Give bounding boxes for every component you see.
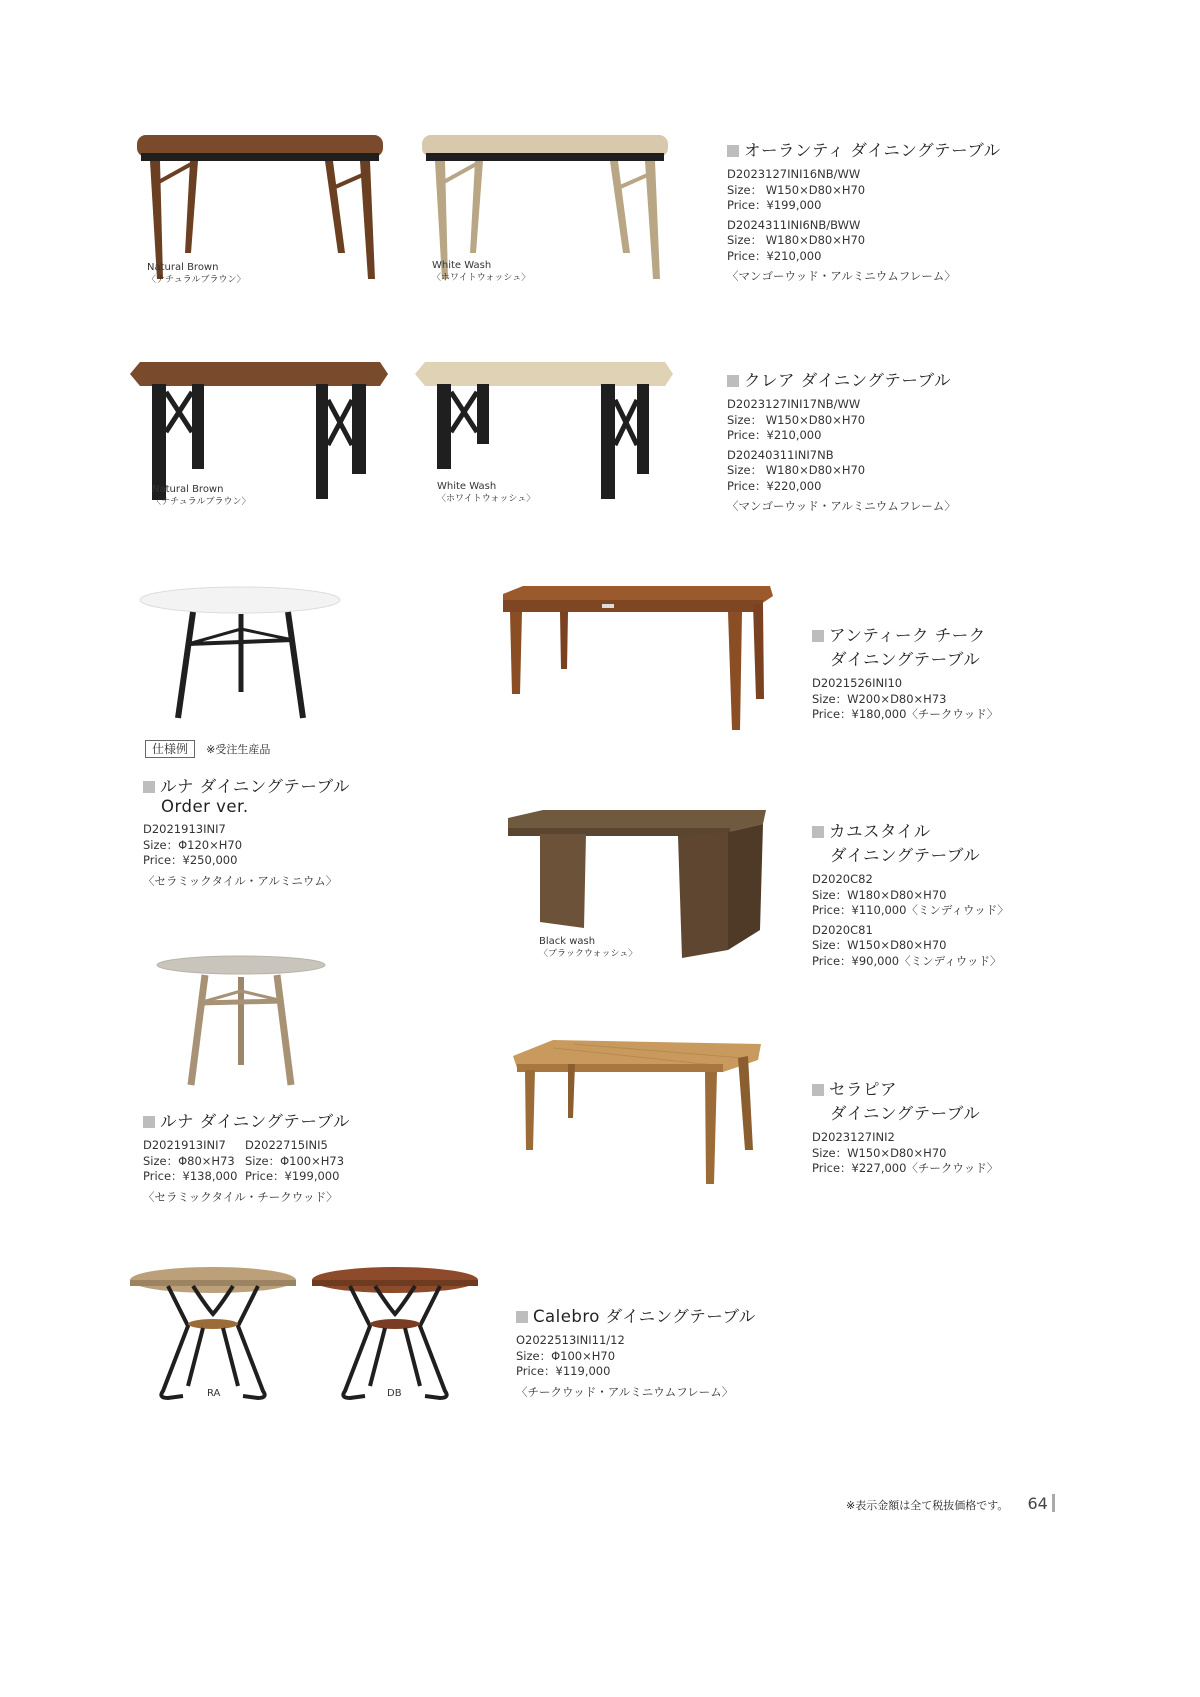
product-material: 〈セラミックタイル・チークウッド〉: [143, 1190, 338, 1204]
color-name-jp: 〈ブラックウォッシュ〉: [539, 949, 638, 959]
luna-table-image: [155, 955, 330, 1090]
product-code: D20240311INI7NB: [727, 447, 834, 462]
title-text-line2: Order ver.: [161, 797, 249, 816]
calebro-ra-image: [128, 1266, 298, 1401]
product-code: D2024311INI6NB/BWW: [727, 217, 861, 232]
product-size: Size：Φ100×H73: [245, 1153, 345, 1168]
product-size: Size：Φ80×H73: [143, 1153, 235, 1168]
antique-info: [812, 622, 998, 723]
title-text-line2: ダイニングテーブル: [830, 650, 981, 669]
clare-caption-2: [437, 481, 535, 505]
product-price: Price：¥180,000〈チークウッド〉: [812, 707, 999, 721]
title-text: Calebro ダイニングテーブル: [533, 1307, 756, 1326]
product-size: Size： W150×D80×H70: [727, 412, 866, 427]
tax-note: ※表示金額は全て税抜価格です。: [846, 1499, 1009, 1512]
page-number: 64: [1027, 1494, 1048, 1513]
made-to-order-note: ※受注生産品: [206, 743, 271, 756]
therapia-table-image: [513, 1038, 763, 1188]
product-code: D2021913INI7: [143, 822, 226, 836]
product-price: Price：¥90,000〈ミンディウッド〉: [812, 953, 1002, 968]
calebro-info: [516, 1303, 756, 1400]
product-size: Size：W200×D80×H73: [812, 691, 947, 706]
title-text: ルナ ダイニングテーブル: [160, 1112, 350, 1131]
title-text: オーランティ ダイニングテーブル: [744, 141, 1001, 160]
product-title: [143, 773, 350, 816]
product-code: D2020C81: [812, 922, 873, 937]
product-code: D2023127INI2: [812, 1130, 895, 1144]
color-name-jp: 〈ホワイトウォッシュ〉: [437, 494, 536, 504]
therapia-info: [812, 1076, 998, 1177]
product-title: [812, 622, 998, 670]
title-text: カユスタイル: [829, 822, 931, 841]
title-text-line2: ダイニングテーブル: [830, 1104, 981, 1123]
page-footer: [846, 1494, 1055, 1513]
color-name: Natural Brown: [152, 484, 224, 495]
aurantii-natural-brown-image: [135, 133, 385, 283]
product-size: Size：W180×D80×H70: [812, 887, 947, 902]
title-text: クレア ダイニングテーブル: [744, 371, 951, 390]
kayu-info: [812, 818, 1009, 969]
color-name: Black wash: [539, 936, 596, 947]
product-size: Size：W150×D80×H70: [812, 1145, 947, 1160]
product-price: Price：¥210,000: [727, 428, 822, 442]
bullet-square: [812, 630, 824, 642]
page-marker-bar: [1052, 1494, 1055, 1512]
kayu-caption: [539, 936, 637, 960]
title-text: ルナ ダイニングテーブル: [160, 777, 350, 796]
product-code: D2021913INI7: [143, 1138, 226, 1152]
color-name: White Wash: [432, 260, 492, 271]
product-size: Size： W150×D80×H70: [727, 182, 866, 197]
product-title: [812, 1076, 998, 1124]
aurantii-caption-1: [147, 262, 245, 286]
product-price: Price：¥199,000: [245, 1169, 340, 1183]
bullet-square: [812, 826, 824, 838]
clare-info: [727, 367, 956, 514]
calebro-caption-db: DB: [387, 1388, 402, 1399]
product-code: D2023127INI16NB/WW: [727, 167, 861, 181]
product-size: Size： W180×D80×H70: [727, 233, 866, 247]
bullet-square: [143, 1116, 155, 1128]
product-price: Price：¥110,000〈ミンディウッド〉: [812, 903, 1009, 917]
color-name-jp: 〈ナチュラルブラウン〉: [152, 497, 251, 507]
bullet-square: [812, 1084, 824, 1096]
product-code: D2020C82: [812, 872, 873, 886]
bullet-square: [727, 375, 739, 387]
product-title: [516, 1303, 756, 1327]
product-title: [812, 818, 1009, 866]
color-name: White Wash: [437, 481, 497, 492]
title-text-line2: ダイニングテーブル: [830, 846, 981, 865]
product-material: 〈チークウッド・アルミニウムフレーム〉: [516, 1384, 734, 1399]
product-title: [727, 367, 956, 391]
product-price: Price：¥220,000: [727, 478, 822, 493]
product-size: Size： W180×D80×H70: [727, 463, 866, 477]
product-size: Size：Φ100×H70: [516, 1348, 616, 1363]
spec-example-badge: 仕様例: [145, 740, 195, 758]
product-price: Price：¥227,000〈チークウッド〉: [812, 1161, 999, 1175]
calebro-db-image: [310, 1266, 480, 1401]
luna-info: [143, 1108, 373, 1205]
product-title: [143, 1108, 373, 1132]
product-code: D2021526INI10: [812, 676, 903, 690]
bullet-square: [727, 145, 739, 157]
color-name-jp: 〈ホワイトウォッシュ〉: [432, 273, 531, 283]
luna-order-table-image: [138, 584, 343, 724]
aurantii-info: [727, 137, 1001, 284]
bullet-square: [516, 1311, 528, 1323]
product-material: 〈セラミックタイル・アルミニウム〉: [143, 873, 338, 888]
product-price: Price：¥138,000: [143, 1169, 238, 1183]
product-size: Size：W150×D80×H70: [812, 938, 947, 952]
bullet-square: [143, 781, 155, 793]
color-name: Natural Brown: [147, 262, 219, 273]
product-material: 〈マンゴーウッド・アルミニウムフレーム〉: [727, 269, 956, 283]
product-code: O2022513INI11/12: [516, 1333, 625, 1347]
clare-caption-1: [152, 484, 250, 508]
luna-order-info: [143, 773, 350, 889]
product-material: 〈マンゴーウッド・アルミニウムフレーム〉: [727, 499, 956, 513]
product-price: Price：¥119,000: [516, 1364, 611, 1378]
product-size: Size：Φ120×H70: [143, 837, 243, 852]
antique-teak-table-image: [498, 584, 778, 734]
aurantii-caption-2: [432, 260, 530, 284]
product-price: Price：¥210,000: [727, 248, 822, 263]
title-text: アンティーク チーク: [829, 626, 986, 645]
color-name-jp: 〈ナチュラルブラウン〉: [147, 275, 246, 285]
product-price: Price：¥250,000: [143, 853, 238, 867]
product-code: D2022715INI5: [245, 1138, 328, 1152]
calebro-caption-ra: RA: [207, 1388, 221, 1399]
product-price: Price：¥199,000: [727, 198, 822, 212]
title-text: セラピア: [829, 1080, 897, 1099]
luna-order-badge-row: [145, 738, 270, 757]
product-code: D2023127INI17NB/WW: [727, 397, 861, 411]
product-title: [727, 137, 1001, 161]
